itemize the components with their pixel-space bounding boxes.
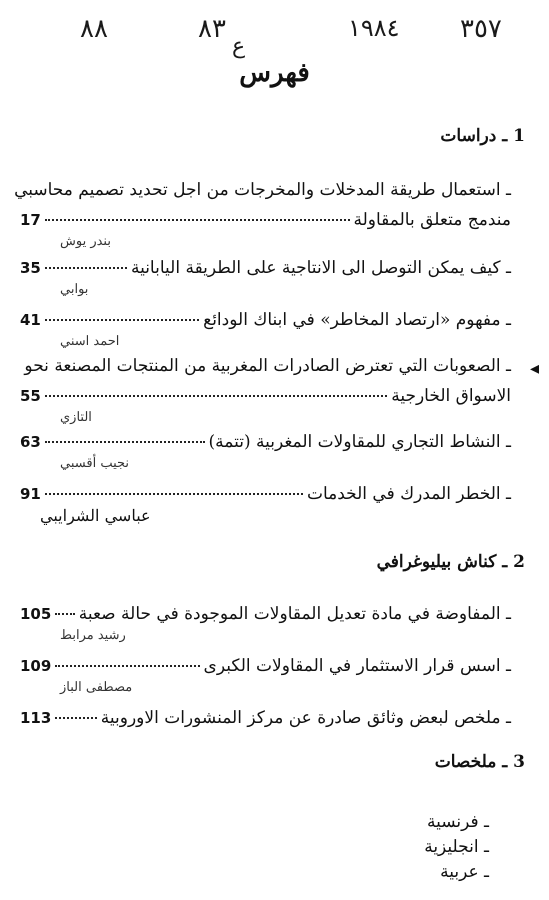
handwritten-note: ٣٥٧ (460, 14, 502, 44)
dot-leader (45, 202, 350, 221)
toc-entry-title: ـ اسس قرار الاستثمار في المقاولات الكبرى (203, 656, 511, 676)
toc-entry-line (20, 428, 511, 454)
dot-leader (55, 596, 74, 615)
toc-page-number: 35 (20, 259, 41, 277)
toc-entry-title: ـ كيف يمكن التوصل الى الانتاجية على الطريقة اليابانية (130, 258, 511, 278)
summary-item-arabic[interactable]: ـ عربية (440, 862, 489, 882)
summary-list (424, 810, 489, 885)
dot-leader (55, 648, 199, 667)
toc-author: التازي (60, 410, 92, 425)
toc-entry-title: ـ استعمال طريقة المدخلات والمخرجات من اجل تحديد تصميم محاسبي (14, 180, 511, 200)
page-title: فهرس (239, 58, 310, 88)
toc-entry-line (20, 206, 511, 232)
toc-page-number: 109 (20, 657, 52, 675)
toc-page-number: 55 (20, 387, 41, 405)
toc-entry[interactable] (20, 254, 511, 300)
toc-author: نجيب أقسبي (60, 456, 130, 471)
toc-entry-line (20, 254, 511, 280)
toc-author: مصطفى الباز (60, 680, 133, 695)
toc-page-number: 105 (20, 605, 52, 623)
toc-entry-line (20, 382, 511, 408)
toc-entry[interactable] (20, 652, 511, 698)
toc-entry-title: ـ مفهوم «ارتصاد المخاطر» في ابناك الودائع (203, 310, 511, 330)
dot-leader (45, 302, 199, 321)
handwritten-note: ع (232, 34, 246, 59)
toc-entry-title: ـ المفاوضة في مادة تعديل المقاولات الموجودة في حالة صعبة (78, 604, 511, 624)
section-heading-studies: 1 ـ دراسات (440, 126, 525, 146)
toc-entry[interactable] (14, 180, 511, 252)
toc-author: عباسي الشرايبي (40, 506, 151, 525)
summary-item-english[interactable]: ـ انجليزية (424, 837, 489, 857)
toc-page-number: 17 (20, 211, 41, 229)
section-heading-summaries: 3 ـ ملخصات (434, 752, 525, 772)
toc-entry-line (20, 600, 511, 626)
toc-entry[interactable] (20, 480, 511, 526)
dot-leader (45, 476, 303, 495)
dot-leader (55, 700, 96, 719)
dot-leader (45, 424, 205, 443)
toc-entry-title: مندمج متعلق بالمقاولة (353, 210, 511, 230)
toc-entry[interactable] (20, 306, 511, 352)
handwritten-note: ١٩٨٤ (348, 14, 400, 42)
toc-page-number: 91 (20, 485, 41, 503)
dot-leader (45, 250, 127, 269)
toc-page-number: 41 (20, 311, 41, 329)
toc-entry-line (20, 704, 511, 730)
toc-author: بوابي (60, 282, 89, 297)
toc-page-number: 63 (20, 433, 41, 451)
toc-entry[interactable] (20, 600, 511, 646)
toc-entry-title: ـ ملخص لبعض وثائق صادرة عن مركز المنشورات الاوروبية (100, 708, 511, 728)
toc-entry-title: ـ الصعوبات التي تعترض الصادرات المغربية من المنتجات المصنعة نحو (24, 356, 511, 376)
toc-author: رشيد مرابط (60, 628, 126, 643)
toc-entry-title: ـ النشاط التجاري للمقاولات المغربية (تتمة) (208, 432, 511, 452)
toc-author: احمد اسني (60, 334, 120, 349)
toc-entry[interactable] (20, 356, 511, 428)
handwritten-note: ٨٣ (198, 14, 226, 44)
toc-entry[interactable] (20, 428, 511, 474)
margin-mark: ◂ (529, 358, 539, 379)
dot-leader (45, 378, 387, 397)
toc-entry[interactable] (20, 704, 511, 730)
handwritten-note: ٨٨ (80, 14, 108, 44)
toc-entry-title: الاسواق الخارجية (391, 386, 511, 406)
toc-author: بندر يوش (60, 234, 111, 249)
toc-entry-line (20, 306, 511, 332)
toc-entry-title: ـ الخطر المدرك في الخدمات (306, 484, 511, 504)
summary-item-french[interactable]: ـ فرنسية (426, 812, 489, 832)
toc-entry-line (20, 480, 511, 506)
section-heading-bibliography: 2 ـ كناش بيليوغرافي (376, 552, 525, 572)
toc-entry-line (20, 652, 511, 678)
toc-page-number: 113 (20, 709, 52, 727)
